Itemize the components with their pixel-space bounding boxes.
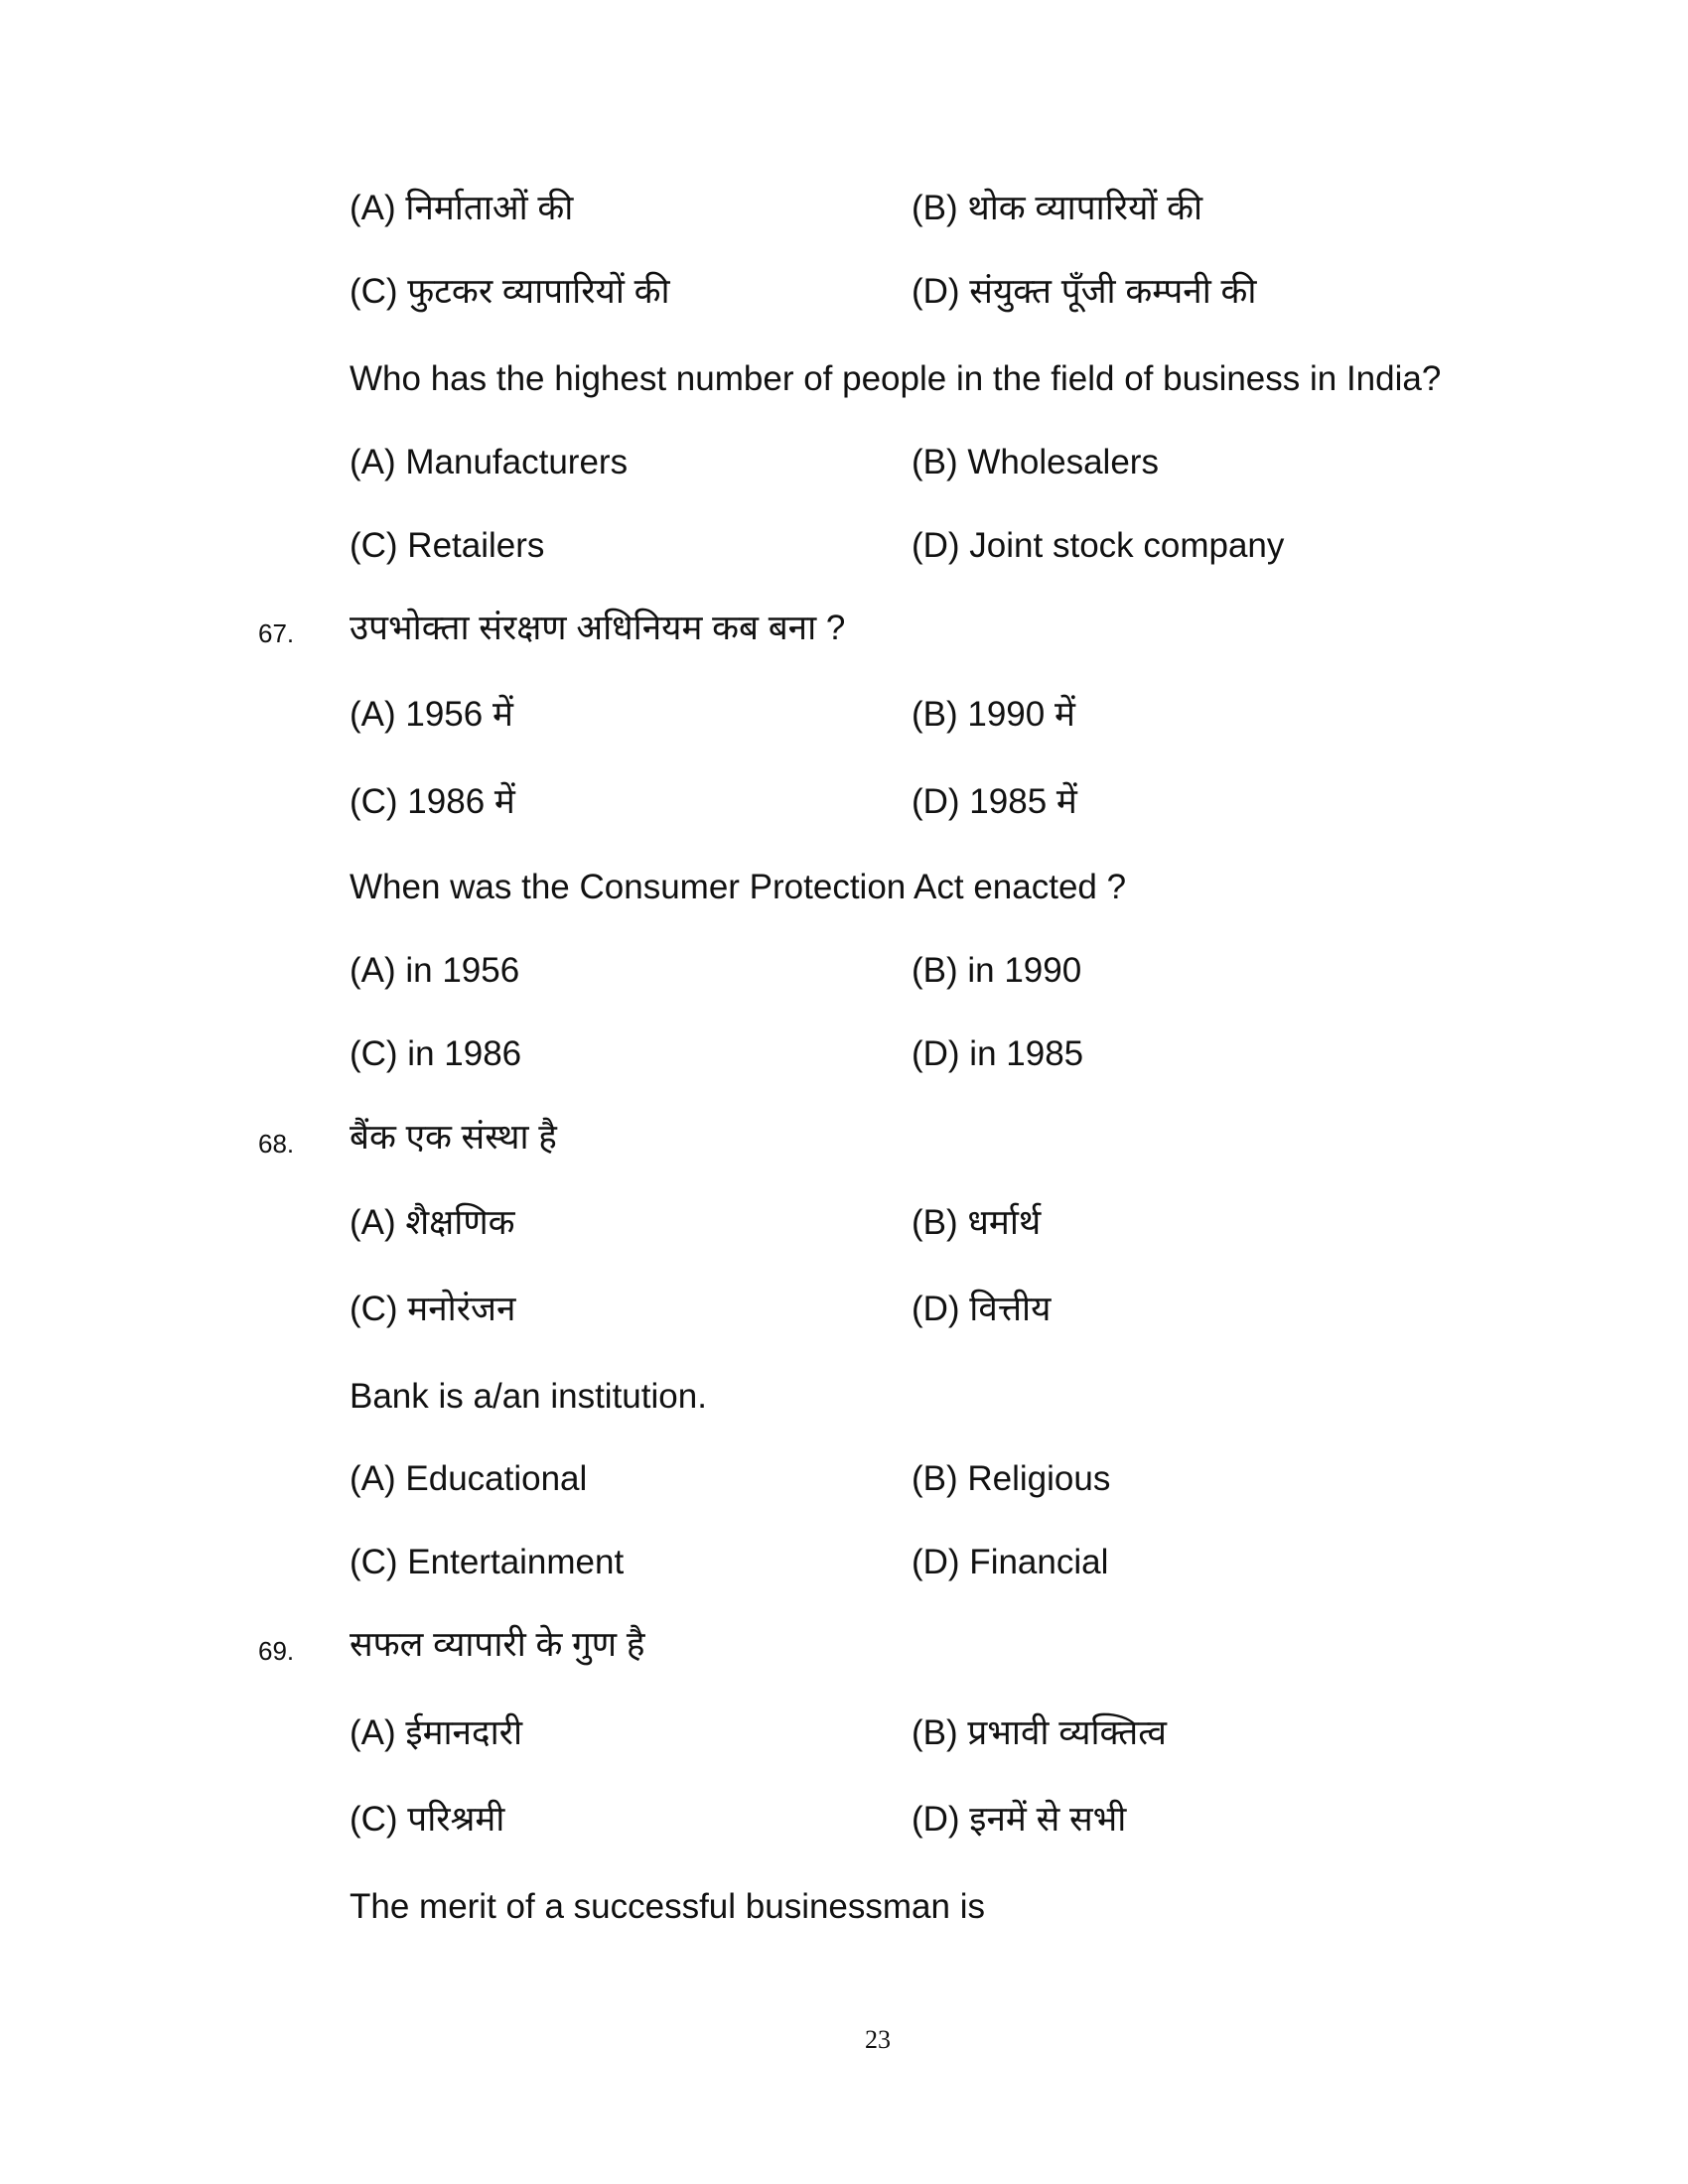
question-hi: बैंक एक संस्था है (350, 1118, 557, 1157)
option-hi-c: (C) फुटकर व्यापारियों की (350, 272, 670, 311)
question-en: Bank is a/an institution. (350, 1377, 707, 1416)
option-hi-d: (D) 1985 में (912, 782, 1077, 821)
option-hi-b: (B) धर्मार्थ (912, 1203, 1042, 1242)
option-en-a: (A) Educational (350, 1459, 588, 1498)
option-en-a: (A) in 1956 (350, 951, 520, 990)
option-en-d: (D) Joint stock company (912, 526, 1285, 565)
option-hi-a: (A) 1956 में (350, 695, 513, 734)
question-en: The merit of a successful businessman is (350, 1887, 985, 1926)
question-number: 68. (258, 1129, 295, 1159)
option-hi-d: (D) संयुक्त पूँजी कम्पनी की (912, 272, 1257, 311)
option-hi-a: (A) ईमानदारी (350, 1713, 523, 1752)
question-number: 67. (258, 618, 295, 648)
option-en-b: (B) Wholesalers (912, 443, 1159, 481)
page-number: 23 (865, 2025, 891, 2054)
option-hi-d: (D) वित्तीय (912, 1290, 1052, 1328)
option-en-c: (C) Retailers (350, 526, 545, 565)
option-en-b: (B) Religious (912, 1459, 1111, 1498)
option-hi-b: (B) 1990 में (912, 695, 1075, 734)
option-hi-d: (D) इनमें से सभी (912, 1800, 1127, 1839)
option-hi-c: (C) मनोरंजन (350, 1290, 516, 1328)
question-en: Who has the highest number of people in the field of business in India? (350, 359, 1442, 398)
option-hi-b: (B) थोक व्यापारियों की (912, 189, 1203, 227)
option-en-b: (B) in 1990 (912, 951, 1082, 990)
option-en-d: (D) Financial (912, 1543, 1109, 1581)
option-en-d: (D) in 1985 (912, 1034, 1084, 1073)
option-en-c: (C) Entertainment (350, 1543, 625, 1581)
option-hi-a: (A) शैक्षणिक (350, 1203, 515, 1242)
option-hi-c: (C) परिश्रमी (350, 1800, 505, 1839)
question-hi: उपभोक्ता संरक्षण अधिनियम कब बना ? (350, 609, 846, 647)
option-hi-a: (A) निर्माताओं की (350, 189, 574, 227)
option-en-a: (A) Manufacturers (350, 443, 629, 481)
question-hi: सफल व्यापारी के गुण है (350, 1625, 645, 1664)
option-hi-c: (C) 1986 में (350, 782, 515, 821)
question-en: When was the Consumer Protection Act enacted ? (350, 868, 1127, 906)
option-en-c: (C) in 1986 (350, 1034, 522, 1073)
option-hi-b: (B) प्रभावी व्यक्तित्व (912, 1713, 1167, 1752)
question-number: 69. (258, 1636, 295, 1666)
